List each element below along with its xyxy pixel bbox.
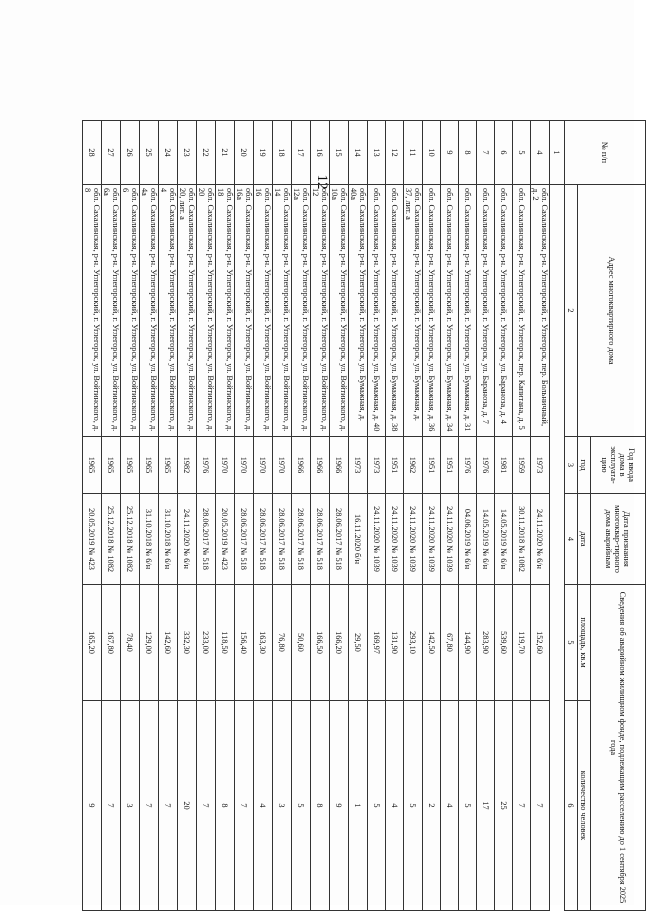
row-year: 1951 bbox=[441, 437, 459, 494]
row-area: 165,20 bbox=[83, 585, 102, 701]
row-address: обл. Сахалинская, р-н. Углегорский, г. Углегорск, ул. Войтинского, д. 18 bbox=[216, 185, 235, 437]
table-row bbox=[495, 121, 513, 911]
table-row bbox=[386, 121, 404, 911]
row-people: 5 bbox=[292, 701, 311, 911]
row-year: 1976 bbox=[477, 437, 495, 494]
row-address: обл. Сахалинская, р-н. Углегорский, г. Углегорск, ул. Войтинского, д. 16а bbox=[235, 185, 254, 437]
index-col-5: 5 bbox=[565, 585, 578, 701]
row-date: 30.11.2018 № 1082 bbox=[513, 494, 531, 585]
row-date: 31.10.2018 № 6/н bbox=[140, 494, 159, 585]
table-row bbox=[349, 121, 368, 911]
table-row bbox=[178, 121, 197, 911]
row-date: 14.05.2019 № 6/н bbox=[477, 494, 495, 585]
row-date: 24.11.2020 № 1039 bbox=[368, 494, 386, 585]
row-people: 7 bbox=[531, 701, 550, 911]
row-number: 25 bbox=[140, 121, 159, 185]
row-area: 131,90 bbox=[386, 585, 404, 701]
row-year: 1951 bbox=[423, 437, 441, 494]
row-people: 5 bbox=[404, 701, 423, 911]
row-area: 166,50 bbox=[311, 585, 330, 701]
row-year: 1973 bbox=[349, 437, 368, 494]
row-address: обл. Сахалинская, р-н. Углегорский, г. Углегорск, ул. Войтинского, д. 12а bbox=[292, 185, 311, 437]
page-number: 12 bbox=[314, 174, 330, 190]
row-date: 20.05.2019 № 423 bbox=[216, 494, 235, 585]
table-row bbox=[311, 121, 330, 911]
row-year: 1965 bbox=[140, 437, 159, 494]
row-area: 283,90 bbox=[477, 585, 495, 701]
row-area: 144,90 bbox=[459, 585, 477, 701]
table-row bbox=[197, 121, 216, 911]
row-number: 17 bbox=[292, 121, 311, 185]
table-header bbox=[565, 121, 646, 911]
row-number: 8 bbox=[459, 121, 477, 185]
row-area: 142,50 bbox=[423, 585, 441, 701]
row-address: обл. Сахалинская, р-н. Углегорский, г. Углегорск, ул. Бумажная, д. 34 bbox=[441, 185, 459, 437]
table-row bbox=[292, 121, 311, 911]
table-row bbox=[513, 121, 531, 911]
row-number: 23 bbox=[178, 121, 197, 185]
row-address: обл. Сахалинская, р-н. Углегорский, г. Углегорск, ул. Бараноза, д. 4 bbox=[495, 185, 513, 437]
row-date: 24.11.2020 № 1039 bbox=[423, 494, 441, 585]
row-address: обл. Сахалинская, р-н. Углегорский, г. Углегорск, ул. Бумажная, д. 38 bbox=[386, 185, 404, 437]
row-year: 1976 bbox=[459, 437, 477, 494]
index-row bbox=[550, 121, 565, 911]
row-date: 28.06.2017 № 518 bbox=[254, 494, 273, 585]
row-area: 152,60 bbox=[531, 585, 550, 701]
index-col-2: 2 bbox=[565, 185, 578, 437]
table-row bbox=[235, 121, 254, 911]
row-number: 16 bbox=[311, 121, 330, 185]
row-address: обл. Сахалинская, р-н. Углегорский, г. Углегорск, ул. Войтинского, д. 14 bbox=[273, 185, 292, 437]
row-number: 18 bbox=[273, 121, 292, 185]
row-number: 21 bbox=[216, 121, 235, 185]
row-date: 16.11.2020 б/н bbox=[349, 494, 368, 585]
row-address: обл. Сахалинская, р-н. Углегорский, г. Углегорск, ул. Бумажная, д. 37, лит. а bbox=[404, 185, 423, 437]
row-date: 24.11.2020 № 1039 bbox=[386, 494, 404, 585]
row-date: 25.12.2018 № 1082 bbox=[121, 494, 140, 585]
row-area: 67,80 bbox=[441, 585, 459, 701]
row-year: 1966 bbox=[311, 437, 330, 494]
row-address: обл. Сахалинская, р-н. Углегорский, г. Углегорск, ул. Войтинского, д. 4а bbox=[140, 185, 159, 437]
row-address: обл. Сахалинская, р-н. Углегорский, г. Углегорск, ул. Бараноза, д. 7 bbox=[477, 185, 495, 437]
row-address: обл. Сахалинская, р-н. Углегорский, г. Углегорск, ул. Войтинского, д. 12 bbox=[311, 185, 330, 437]
row-number: 22 bbox=[197, 121, 216, 185]
row-date: 28.06.2017 № 518 bbox=[330, 494, 349, 585]
row-year: 1970 bbox=[216, 437, 235, 494]
row-date: 28.06.2017 № 518 bbox=[311, 494, 330, 585]
row-year: 1970 bbox=[235, 437, 254, 494]
header-fund-info: Сведения об аварийном жилищном фонде, подлежащим расселению до 1 сентября 2025 года bbox=[591, 585, 646, 911]
table-row bbox=[404, 121, 423, 911]
row-address: обл. Сахалинская, р-н. Углегорский, г. Углегорск, ул. Войтинского, д. 20, лит. а bbox=[178, 185, 197, 437]
row-year: 1959 bbox=[513, 437, 531, 494]
row-year: 1965 bbox=[102, 437, 121, 494]
table-body bbox=[83, 121, 565, 911]
row-people: 7 bbox=[235, 701, 254, 911]
row-number: 24 bbox=[159, 121, 178, 185]
row-year: 1966 bbox=[292, 437, 311, 494]
header-year-sub: год bbox=[578, 437, 591, 494]
table-row bbox=[531, 121, 550, 911]
row-number: 10 bbox=[423, 121, 441, 185]
row-people: 4 bbox=[254, 701, 273, 911]
row-address: обл. Сахалинская, р-н. Углегорский, г. Углегорск, ул. Бумажная, д. 40 bbox=[368, 185, 386, 437]
row-people: 8 bbox=[311, 701, 330, 911]
emergency-housing-table bbox=[82, 120, 646, 911]
index-col-3: 3 bbox=[565, 437, 578, 494]
row-year: 1973 bbox=[531, 437, 550, 494]
row-people: 7 bbox=[102, 701, 121, 911]
row-date: 24.11.2020 № 6/н bbox=[531, 494, 550, 585]
row-address: обл. Сахалинская, р-н. Углегорский, г. Углегорск, ул. Бумажная, д. 31 bbox=[459, 185, 477, 437]
rotated-table-container bbox=[83, 120, 646, 910]
row-number: 6 bbox=[495, 121, 513, 185]
row-people: 17 bbox=[477, 701, 495, 911]
row-people: 3 bbox=[273, 701, 292, 911]
row-people: 7 bbox=[159, 701, 178, 911]
row-date: 20.05.2019 № 423 bbox=[83, 494, 102, 585]
row-number: 27 bbox=[102, 121, 121, 185]
row-area: 163,30 bbox=[254, 585, 273, 701]
row-number: 9 bbox=[441, 121, 459, 185]
row-year: 1976 bbox=[197, 437, 216, 494]
header-area-sub: площадь, кв.м bbox=[578, 585, 591, 701]
row-date: 24.11.2020 № 1039 bbox=[404, 494, 423, 585]
row-people: 4 bbox=[386, 701, 404, 911]
row-address: обл. Сахалинская, р-н. Углегорский, г. Углегорск, ул. Бумажная, д. 36 bbox=[423, 185, 441, 437]
row-date: 24.11.2020 № 1039 bbox=[441, 494, 459, 585]
table-row bbox=[477, 121, 495, 911]
row-address: обл. Сахалинская, р-н. Углегорский, г. Углегорск, ул. Войтинского, д. 6 bbox=[121, 185, 140, 437]
row-people: 25 bbox=[495, 701, 513, 911]
row-area: 119,70 bbox=[513, 585, 531, 701]
row-number: 14 bbox=[349, 121, 368, 185]
row-address: обл. Сахалинская, р-н. Углегорский, г. Углегорск, ул. Войтинского, д. 16 bbox=[254, 185, 273, 437]
row-area: 76,80 bbox=[273, 585, 292, 701]
row-people: 20 bbox=[178, 701, 197, 911]
header-people-sub: количество человек bbox=[578, 701, 591, 911]
row-people: 5 bbox=[368, 701, 386, 911]
row-area: 539,60 bbox=[495, 585, 513, 701]
row-year: 1965 bbox=[121, 437, 140, 494]
row-people: 9 bbox=[83, 701, 102, 911]
row-area: 166,20 bbox=[330, 585, 349, 701]
row-number: 28 bbox=[83, 121, 102, 185]
row-people: 2 bbox=[423, 701, 441, 911]
row-year: 1951 bbox=[386, 437, 404, 494]
row-people: 1 bbox=[349, 701, 368, 911]
row-number: 12 bbox=[386, 121, 404, 185]
row-people: 7 bbox=[140, 701, 159, 911]
row-address: обл. Сахалинская, р-н. Углегорский, г. Углегорск, ул. Войтинского, д. 8 bbox=[83, 185, 102, 437]
row-people: 5 bbox=[459, 701, 477, 911]
row-area: 233,00 bbox=[197, 585, 216, 701]
row-year: 1973 bbox=[368, 437, 386, 494]
table-row bbox=[330, 121, 349, 911]
row-number: 26 bbox=[121, 121, 140, 185]
table-row bbox=[140, 121, 159, 911]
table-row bbox=[459, 121, 477, 911]
row-number: 15 bbox=[330, 121, 349, 185]
row-address: обл. Сахалинская, р-н. Углегорский, г. Углегорск, пер. Капитана, д. 5 bbox=[513, 185, 531, 437]
row-area: 156,40 bbox=[235, 585, 254, 701]
row-year: 1970 bbox=[254, 437, 273, 494]
row-address: обл. Сахалинская, р-н. Углегорский, г. Углегорск, ул. Войтинского, д. 10а bbox=[330, 185, 349, 437]
row-area: 129,00 bbox=[140, 585, 159, 701]
row-area: 293,10 bbox=[404, 585, 423, 701]
row-date: 24.11.2020 № 6/н bbox=[178, 494, 197, 585]
row-number: 19 bbox=[254, 121, 273, 185]
row-date: 28.06.2017 № 518 bbox=[273, 494, 292, 585]
row-address: обл. Сахалинская, р-н. Углегорский, г. Углегорск, ул. Бумажная, д. 40а bbox=[349, 185, 368, 437]
header-year: Год ввода дома в эксплуата-цию bbox=[591, 437, 646, 494]
row-area: 29,50 bbox=[349, 585, 368, 701]
table-row bbox=[423, 121, 441, 911]
row-date: 31.10.2018 № 6/н bbox=[159, 494, 178, 585]
header-decision-date: Дата признания многоквар-тирного дома аварийным bbox=[591, 494, 646, 585]
row-number: 5 bbox=[513, 121, 531, 185]
row-year: 1970 bbox=[273, 437, 292, 494]
table-row bbox=[441, 121, 459, 911]
row-number: 11 bbox=[404, 121, 423, 185]
row-people: 7 bbox=[197, 701, 216, 911]
index-col-4: 4 bbox=[565, 494, 578, 585]
index-col-6: 6 bbox=[565, 701, 578, 911]
row-area: 50,60 bbox=[292, 585, 311, 701]
row-date: 28.06.2017 № 518 bbox=[292, 494, 311, 585]
index-filler bbox=[550, 185, 565, 911]
row-area: 169,97 bbox=[368, 585, 386, 701]
table-row bbox=[273, 121, 292, 911]
row-people: 4 bbox=[441, 701, 459, 911]
row-number: 20 bbox=[235, 121, 254, 185]
row-number: 13 bbox=[368, 121, 386, 185]
header-number: № п/п bbox=[565, 121, 646, 185]
row-area: 332,30 bbox=[178, 585, 197, 701]
table-row bbox=[121, 121, 140, 911]
table-row bbox=[254, 121, 273, 911]
row-date: 14.05.2019 № 6/н bbox=[495, 494, 513, 585]
row-people: 9 bbox=[330, 701, 349, 911]
row-year: 1962 bbox=[404, 437, 423, 494]
row-area: 167,80 bbox=[102, 585, 121, 701]
header-date-sub: дата bbox=[578, 494, 591, 585]
row-year: 1981 bbox=[495, 437, 513, 494]
table-row bbox=[83, 121, 102, 911]
row-year: 1965 bbox=[83, 437, 102, 494]
row-address: обл. Сахалинская, р-н. Углегорский, г. Углегорск, ул. Войтинского, д. 6а bbox=[102, 185, 121, 437]
table-row bbox=[368, 121, 386, 911]
row-area: 142,60 bbox=[159, 585, 178, 701]
index-col-1: 1 bbox=[550, 121, 565, 185]
row-year: 1965 bbox=[159, 437, 178, 494]
row-people: 7 bbox=[513, 701, 531, 911]
row-people: 8 bbox=[216, 701, 235, 911]
table-row bbox=[102, 121, 121, 911]
row-date: 28.06.2017 № 518 bbox=[197, 494, 216, 585]
row-address: обл. Сахалинская, р-н. Углегорский, г. Углегорск, пер. Больничный, д. 2 bbox=[531, 185, 550, 437]
table-row bbox=[216, 121, 235, 911]
row-date: 25.12.2018 № 1082 bbox=[102, 494, 121, 585]
row-number: 4 bbox=[531, 121, 550, 185]
row-date: 28.06.2017 № 518 bbox=[235, 494, 254, 585]
row-area: 78,40 bbox=[121, 585, 140, 701]
row-address: обл. Сахалинская, р-н. Углегорский, г. Углегорск, ул. Войтинского, д. 4 bbox=[159, 185, 178, 437]
row-year: 1966 bbox=[330, 437, 349, 494]
row-year: 1982 bbox=[178, 437, 197, 494]
header-address: Адрес многоквартирного дома bbox=[578, 185, 646, 437]
table-row bbox=[159, 121, 178, 911]
row-date: 04.06.2019 № 6/н bbox=[459, 494, 477, 585]
row-area: 118,50 bbox=[216, 585, 235, 701]
row-number: 7 bbox=[477, 121, 495, 185]
row-people: 3 bbox=[121, 701, 140, 911]
row-address: обл. Сахалинская, р-н. Углегорский, г. Углегорск, ул. Войтинского, д. 20 bbox=[197, 185, 216, 437]
